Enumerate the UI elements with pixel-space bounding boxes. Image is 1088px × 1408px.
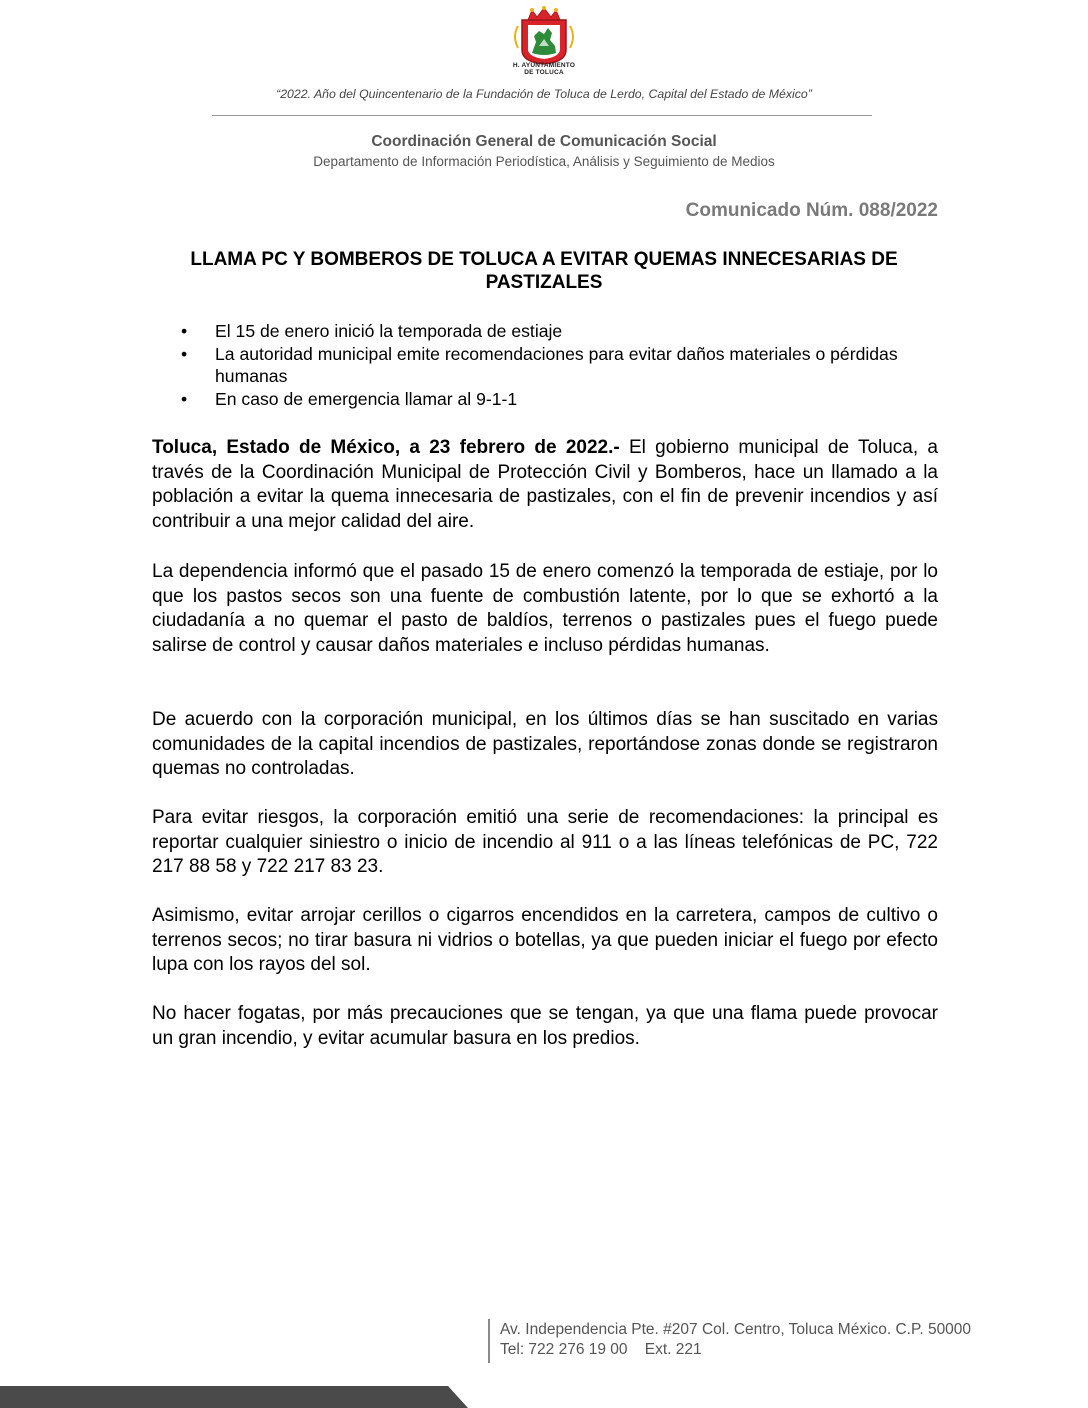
header-divider [212, 115, 872, 116]
paragraph-text: El gobierno municipal de Toluca, a través de la Coordinación Municipal de Protección Civil y Bomberos, hace un llamado a la población a evitar la quema innecesaria de pastizales, con el fin de prevenir incendios y así contribuir a una mejor calidad del aire. [152, 437, 938, 532]
logo-caption [490, 62, 598, 76]
release-headline: LLAMA PC Y BOMBEROS DE TOLUCA A EVITAR QUEMAS INNECESARIAS DE PASTIZALES [190, 249, 898, 293]
list-item: • La autoridad municipal emite recomendaciones para evitar daños materiales o pérdidas humanas [152, 343, 938, 388]
logo-caption-line2: DE TOLUCA [524, 69, 564, 76]
body-paragraph-2: La dependencia informó que el pasado 15 de enero comenzó la temporada de estiaje, por lo que los pastos secos son una fuente de combustión latente, por lo que se exhortó a la ciudadanía a no quemar el pasto de baldíos, terrenos o pastizales pues el fuego puede salirse de control y causar daños materiales e incluso pérdidas humanas. [152, 561, 938, 656]
body-paragraph-5: Asimismo, evitar arrojar cerillos o cigarros encendidos en la carretera, campos de cultivo o terrenos secos; no tirar basura ni vidrios o botellas, ya que pueden iniciar el fuego por efecto lupa con los rayos del sol. [152, 905, 938, 975]
institutional-motto: “2022. Año del Quincentenario de la Fundación de Toluca de Lerdo, Capital del Estado de México” [276, 87, 812, 101]
department-subtitle: Departamento de Información Periodística, Análisis y Seguimiento de Medios [313, 154, 775, 169]
department-title: Coordinación General de Comunicación Social [371, 133, 717, 150]
footer-address: Av. Independencia Pte. #207 Col. Centro, Toluca México. C.P. 50000 [500, 1321, 972, 1338]
body-paragraph-3: De acuerdo con la corporación municipal, en los últimos días se han suscitado en varias comunidades de la capital incendios de pastizales, reportándose zonas donde se registraron quemas no controladas. [152, 709, 938, 779]
summary-bullet-list [152, 320, 938, 410]
list-item: • En caso de emergencia llamar al 9-1-1 [152, 388, 938, 411]
body-paragraph-6: No hacer fogatas, por más precauciones que se tengan, ya que una flama puede provocar un gran incendio, y evitar acumular basura en los predios. [152, 1003, 938, 1049]
list-item: • El 15 de enero inició la temporada de estiaje [152, 320, 938, 343]
footer-divider [488, 1319, 490, 1363]
body-paragraph-4: Para evitar riesgos, la corporación emitió una serie de recomendaciones: la principal es reportar cualquier siniestro o inicio de incendio al 911 o a las líneas telefónicas de PC, 722 217 88 58 y 722 217 83 23. [152, 807, 938, 877]
footer-phone: Tel: 722 276 19 00 Ext. 221 [500, 1341, 702, 1358]
body-paragraph-1 [152, 436, 938, 534]
logo-caption-line1: H. AYUNTAMIENTO [512, 62, 576, 69]
footer-decorative-stripe [0, 1386, 468, 1408]
release-number: Comunicado Núm. 088/2022 [685, 200, 938, 221]
dateline: Toluca, Estado de México, a 23 febrero de 2022.- [152, 437, 620, 458]
